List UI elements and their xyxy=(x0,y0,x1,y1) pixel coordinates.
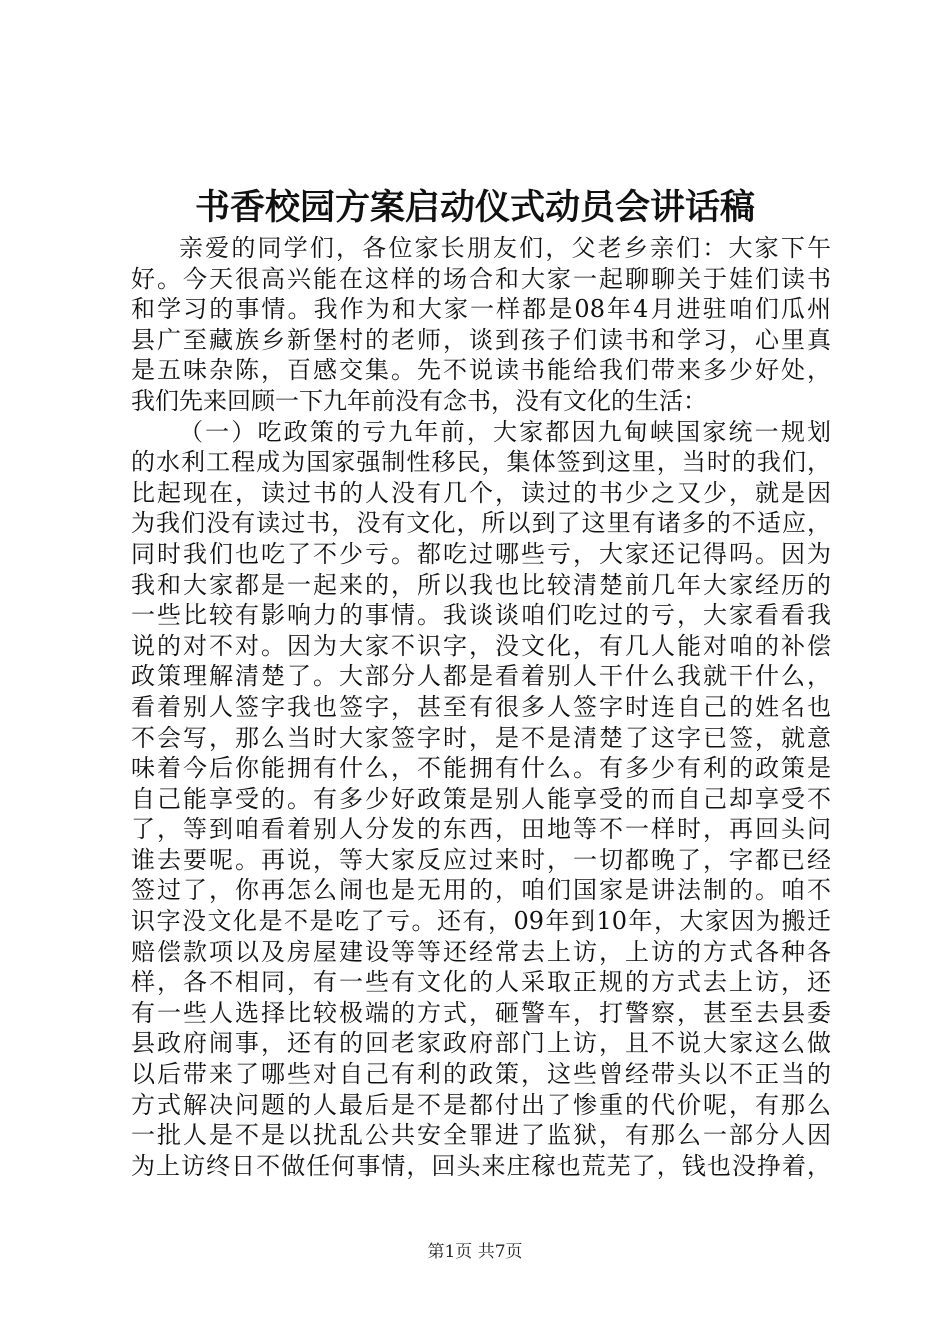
text-line: 和学习的事情。我作为和大家一样都是08年4月进驻咱们瓜州 xyxy=(131,295,831,324)
text-line: 亲爱的同学们，各位家长朋友们，父老乡亲们：大家下午 xyxy=(179,234,831,262)
text-line: 为上访终日不做任何事情，回头来庄稼也荒芜了，钱也没挣着， xyxy=(131,1151,831,1180)
page-footer: 第1页 共7页 xyxy=(427,1242,523,1262)
text-line: 有一些人选择比较极端的方式，砸警车，打警察，甚至去县委 xyxy=(131,998,831,1027)
text-line: 自己能享受的。有多少好政策是别人能享受的而自己却享受不 xyxy=(131,784,831,813)
text-line: 一批人是不是以扰乱公共安全罪进了监狱，有那么一部分人因 xyxy=(131,1121,831,1150)
text-line: 方式解决问题的人最后是不是都付出了惨重的代价呢，有那么 xyxy=(131,1090,831,1119)
document-title: 书香校园方案启动仪式动员会讲话稿 xyxy=(194,187,755,228)
text-line: 县政府闹事，还有的回老家政府部门上访，且不说大家这么做 xyxy=(131,1029,831,1058)
text-line: 说的对不对。因为大家不识字，没文化，有几人能对咱的补偿 xyxy=(131,631,831,660)
text-line: 样，各不相同，有一些有文化的人采取正规的方式去上访，还 xyxy=(131,968,831,997)
text-line: 同时我们也吃了不少亏。都吃过哪些亏，大家还记得吗。因为 xyxy=(131,539,831,568)
text-line: 赔偿款项以及房屋建设等等还经常去上访，上访的方式各种各 xyxy=(131,937,831,966)
text-line: 好。今天很高兴能在这样的场合和大家一起聊聊关于娃们读书 xyxy=(131,264,831,293)
text-line: 我和大家都是一起来的，所以我也比较清楚前几年大家经历的 xyxy=(131,570,831,599)
text-line: 签过了，你再怎么闹也是无用的，咱们国家是讲法制的。咱不 xyxy=(131,876,831,905)
text-line: 一些比较有影响力的事情。我谈谈咱们吃过的亏，大家看看我 xyxy=(131,601,831,630)
text-line: 识字没文化是不是吃了亏。还有，09年到10年，大家因为搬迁 xyxy=(131,907,831,936)
document-body xyxy=(131,233,831,1181)
text-line: 为我们没有读过书，没有文化，所以到了这里有诸多的不适应， xyxy=(131,509,831,538)
text-line: 的水利工程成为国家强制性移民，集体签到这里，当时的我们， xyxy=(131,448,831,477)
text-line: 我们先来回顾一下九年前没有念书，没有文化的生活： xyxy=(131,386,707,415)
text-line: 政策理解清楚了。大部分人都是看着别人干什么我就干什么， xyxy=(131,662,831,691)
text-line: 是五味杂陈，百感交集。先不说读书能给我们带来多少好处， xyxy=(131,356,831,385)
text-line: 比起现在，读过书的人没有几个，读过的书少之又少，就是因 xyxy=(131,478,831,507)
text-line: 味着今后你能拥有什么，不能拥有什么。有多少有利的政策是 xyxy=(131,754,831,783)
text-line: 以后带来了哪些对自己有利的政策，这些曾经带头以不正当的 xyxy=(131,1060,831,1089)
text-line: 看着别人签字我也签字，甚至有很多人签字时连自己的姓名也 xyxy=(131,692,831,721)
text-line: 县广至藏族乡新堡村的老师，谈到孩子们读书和学习，心里真 xyxy=(131,325,831,354)
text-line: （一）吃政策的亏九年前，大家都因九甸峡国家统一规划 xyxy=(179,417,831,446)
text-line: 了，等到咱看着别人分发的东西，田地等不一样时，再回头问 xyxy=(131,815,831,844)
text-line: 谁去要呢。再说，等大家反应过来时，一切都晚了，字都已经 xyxy=(131,845,831,874)
text-line: 不会写，那么当时大家签字时，是不是清楚了这字已签，就意 xyxy=(131,723,831,752)
